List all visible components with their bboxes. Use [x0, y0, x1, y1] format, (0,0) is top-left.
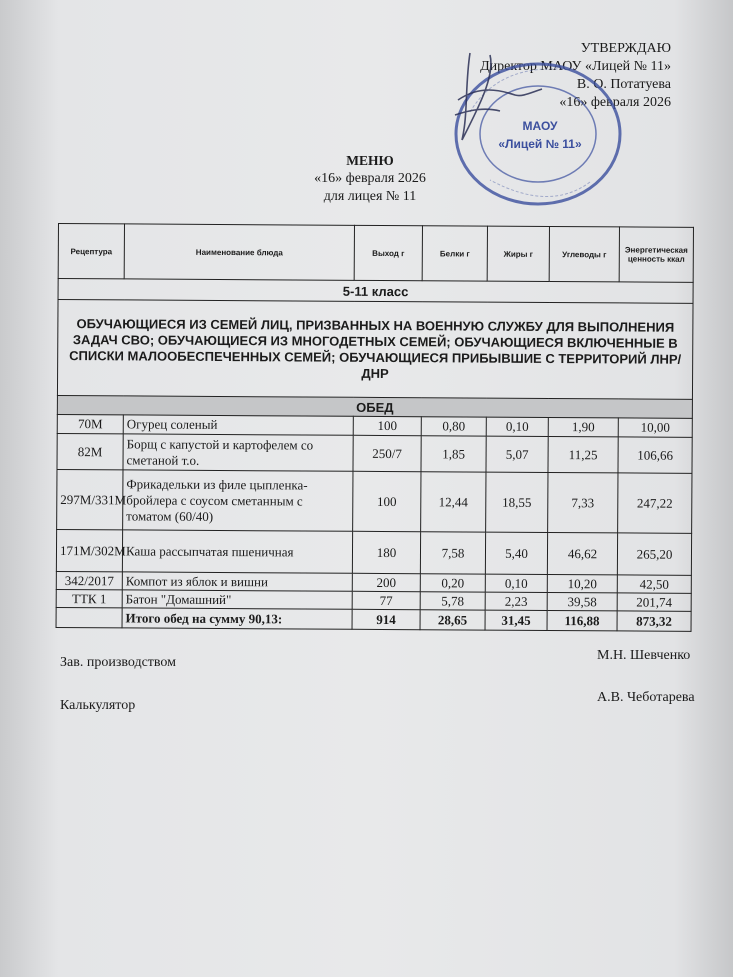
production-label: Зав. производством [60, 655, 177, 670]
carbs-value: 11,25 [548, 436, 618, 472]
fat-value: 0,10 [485, 574, 547, 592]
section-label: ОБЕД [57, 395, 692, 418]
fat-value: 2,23 [485, 592, 547, 610]
recipe-code: ТТК 1 [56, 589, 122, 607]
menu-subtitle: для лицея № 11 [323, 189, 417, 204]
fat-value: 18,55 [486, 472, 548, 532]
weight-value: 100 [353, 471, 421, 531]
table-header-row [58, 224, 693, 283]
dish-name: Компот из яблок и вишни [122, 572, 352, 591]
recipe-code: 171М/302М [56, 529, 122, 571]
class-label: 5-11 класс [58, 279, 693, 304]
stamp-text-2: «Лицей № 11» [498, 137, 582, 151]
menu-table [56, 223, 694, 632]
kcal-value: 106,66 [618, 437, 692, 473]
kcal-value: 201,74 [617, 593, 691, 611]
dish-name: Огурец соленый [123, 415, 353, 435]
carbs-value: 7,33 [548, 472, 618, 532]
weight-value: 77 [352, 591, 420, 609]
weight-value: 180 [352, 531, 420, 573]
fat-value: 5,07 [486, 436, 548, 472]
col-header-dish: Наименование блюда [124, 224, 354, 280]
protein-value: 7,58 [420, 532, 485, 574]
weight-value: 250/7 [353, 435, 421, 471]
kcal-value: 10,00 [618, 418, 692, 437]
kcal-value: 42,50 [617, 575, 691, 593]
protein-value: 5,78 [420, 592, 485, 610]
total-kcal: 873,32 [617, 611, 691, 631]
director-signature [440, 45, 550, 150]
col-header-carbs: Углеводы г [549, 227, 619, 282]
total-fat: 31,45 [485, 610, 547, 630]
kcal-value: 247,22 [618, 473, 692, 533]
protein-value: 0,80 [421, 417, 486, 436]
col-header-kcal: Энергетическая ценность ккал [619, 227, 693, 282]
approval-position: Директор МАОУ «Лицей № 11» [480, 59, 671, 74]
dish-name: Фрикадельки из филе цыпленка-бройлера с соусом сметанным с томатом (60/40) [123, 470, 353, 531]
carbs-value: 46,62 [547, 532, 617, 574]
stamp-text-1: МАОУ [522, 119, 558, 133]
protein-value: 0,20 [420, 574, 485, 592]
kcal-value: 265,20 [617, 533, 691, 575]
carbs-value: 39,58 [547, 592, 617, 610]
total-protein: 28,65 [420, 610, 485, 630]
total-row [56, 607, 691, 631]
recipe-code: 297М/331М [57, 469, 123, 529]
total-empty-cell [56, 607, 122, 627]
recipe-code: 70М [57, 414, 123, 433]
table-row [56, 529, 691, 575]
protein-value: 12,44 [421, 472, 486, 532]
production-name: М.Н. Шевченко [597, 648, 691, 663]
total-label: Итого обед на сумму 90,13: [122, 608, 352, 629]
recipe-code: 342/2017 [56, 571, 122, 589]
approval-date: «16» февраля 2026 [559, 95, 671, 110]
fat-value: 5,40 [485, 532, 547, 574]
total-weight: 914 [352, 609, 420, 629]
category-row [57, 300, 693, 400]
menu-date: «16» февраля 2026 [314, 171, 426, 186]
category-text: ОБУЧАЮЩИЕСЯ ИЗ СЕМЕЙ ЛИЦ, ПРИЗВАННЫХ НА ВОЕННУЮ СЛУЖБУ ДЛЯ ВЫПОЛНЕНИЯ ЗАДАЧ СВО; ОБУЧАЮЩИЕСЯ ИЗ МНОГОДЕТНЫХ СЕМЕЙ; ОБУЧАЮЩИЕСЯ ВКЛЮЧЕННЫЕ В СПИСКИ МАЛООБЕСПЕЧЕННЫХ СЕМЕЙ; ОБУЧАЮЩИЕСЯ ПРИБЫВШИЕ С ТЕРРИТОРИЙ ЛНР/ДНР [57, 300, 693, 400]
col-header-recipe: Рецептура [58, 224, 124, 279]
table-row [57, 433, 692, 473]
col-header-protein: Белки г [422, 226, 487, 281]
approval-name: В. О. Потатуева [576, 77, 671, 92]
carbs-value: 10,20 [547, 574, 617, 592]
weight-value: 100 [353, 416, 421, 435]
dish-name: Каша рассыпчатая пшеничная [122, 530, 352, 573]
table-row [57, 469, 692, 533]
document-title [270, 152, 470, 206]
dish-name: Батон "Домашний" [122, 590, 352, 609]
recipe-code: 82М [57, 433, 123, 469]
col-header-weight: Выход г [354, 225, 422, 280]
calculator-name: А.В. Чеботарева [597, 690, 695, 705]
approval-heading: УТВЕРЖДАЮ [580, 41, 671, 56]
dish-name: Борщ с капустой и картофелем со сметаной т.о. [123, 434, 353, 471]
protein-value: 1,85 [421, 436, 486, 472]
carbs-value: 1,90 [548, 417, 618, 436]
weight-value: 200 [352, 573, 420, 591]
fat-value: 0,10 [486, 417, 548, 436]
menu-heading: МЕНЮ [346, 153, 394, 168]
total-carbs: 116,88 [547, 610, 617, 630]
calculator-label: Калькулятор [60, 698, 136, 713]
col-header-fat: Жиры г [487, 226, 549, 281]
